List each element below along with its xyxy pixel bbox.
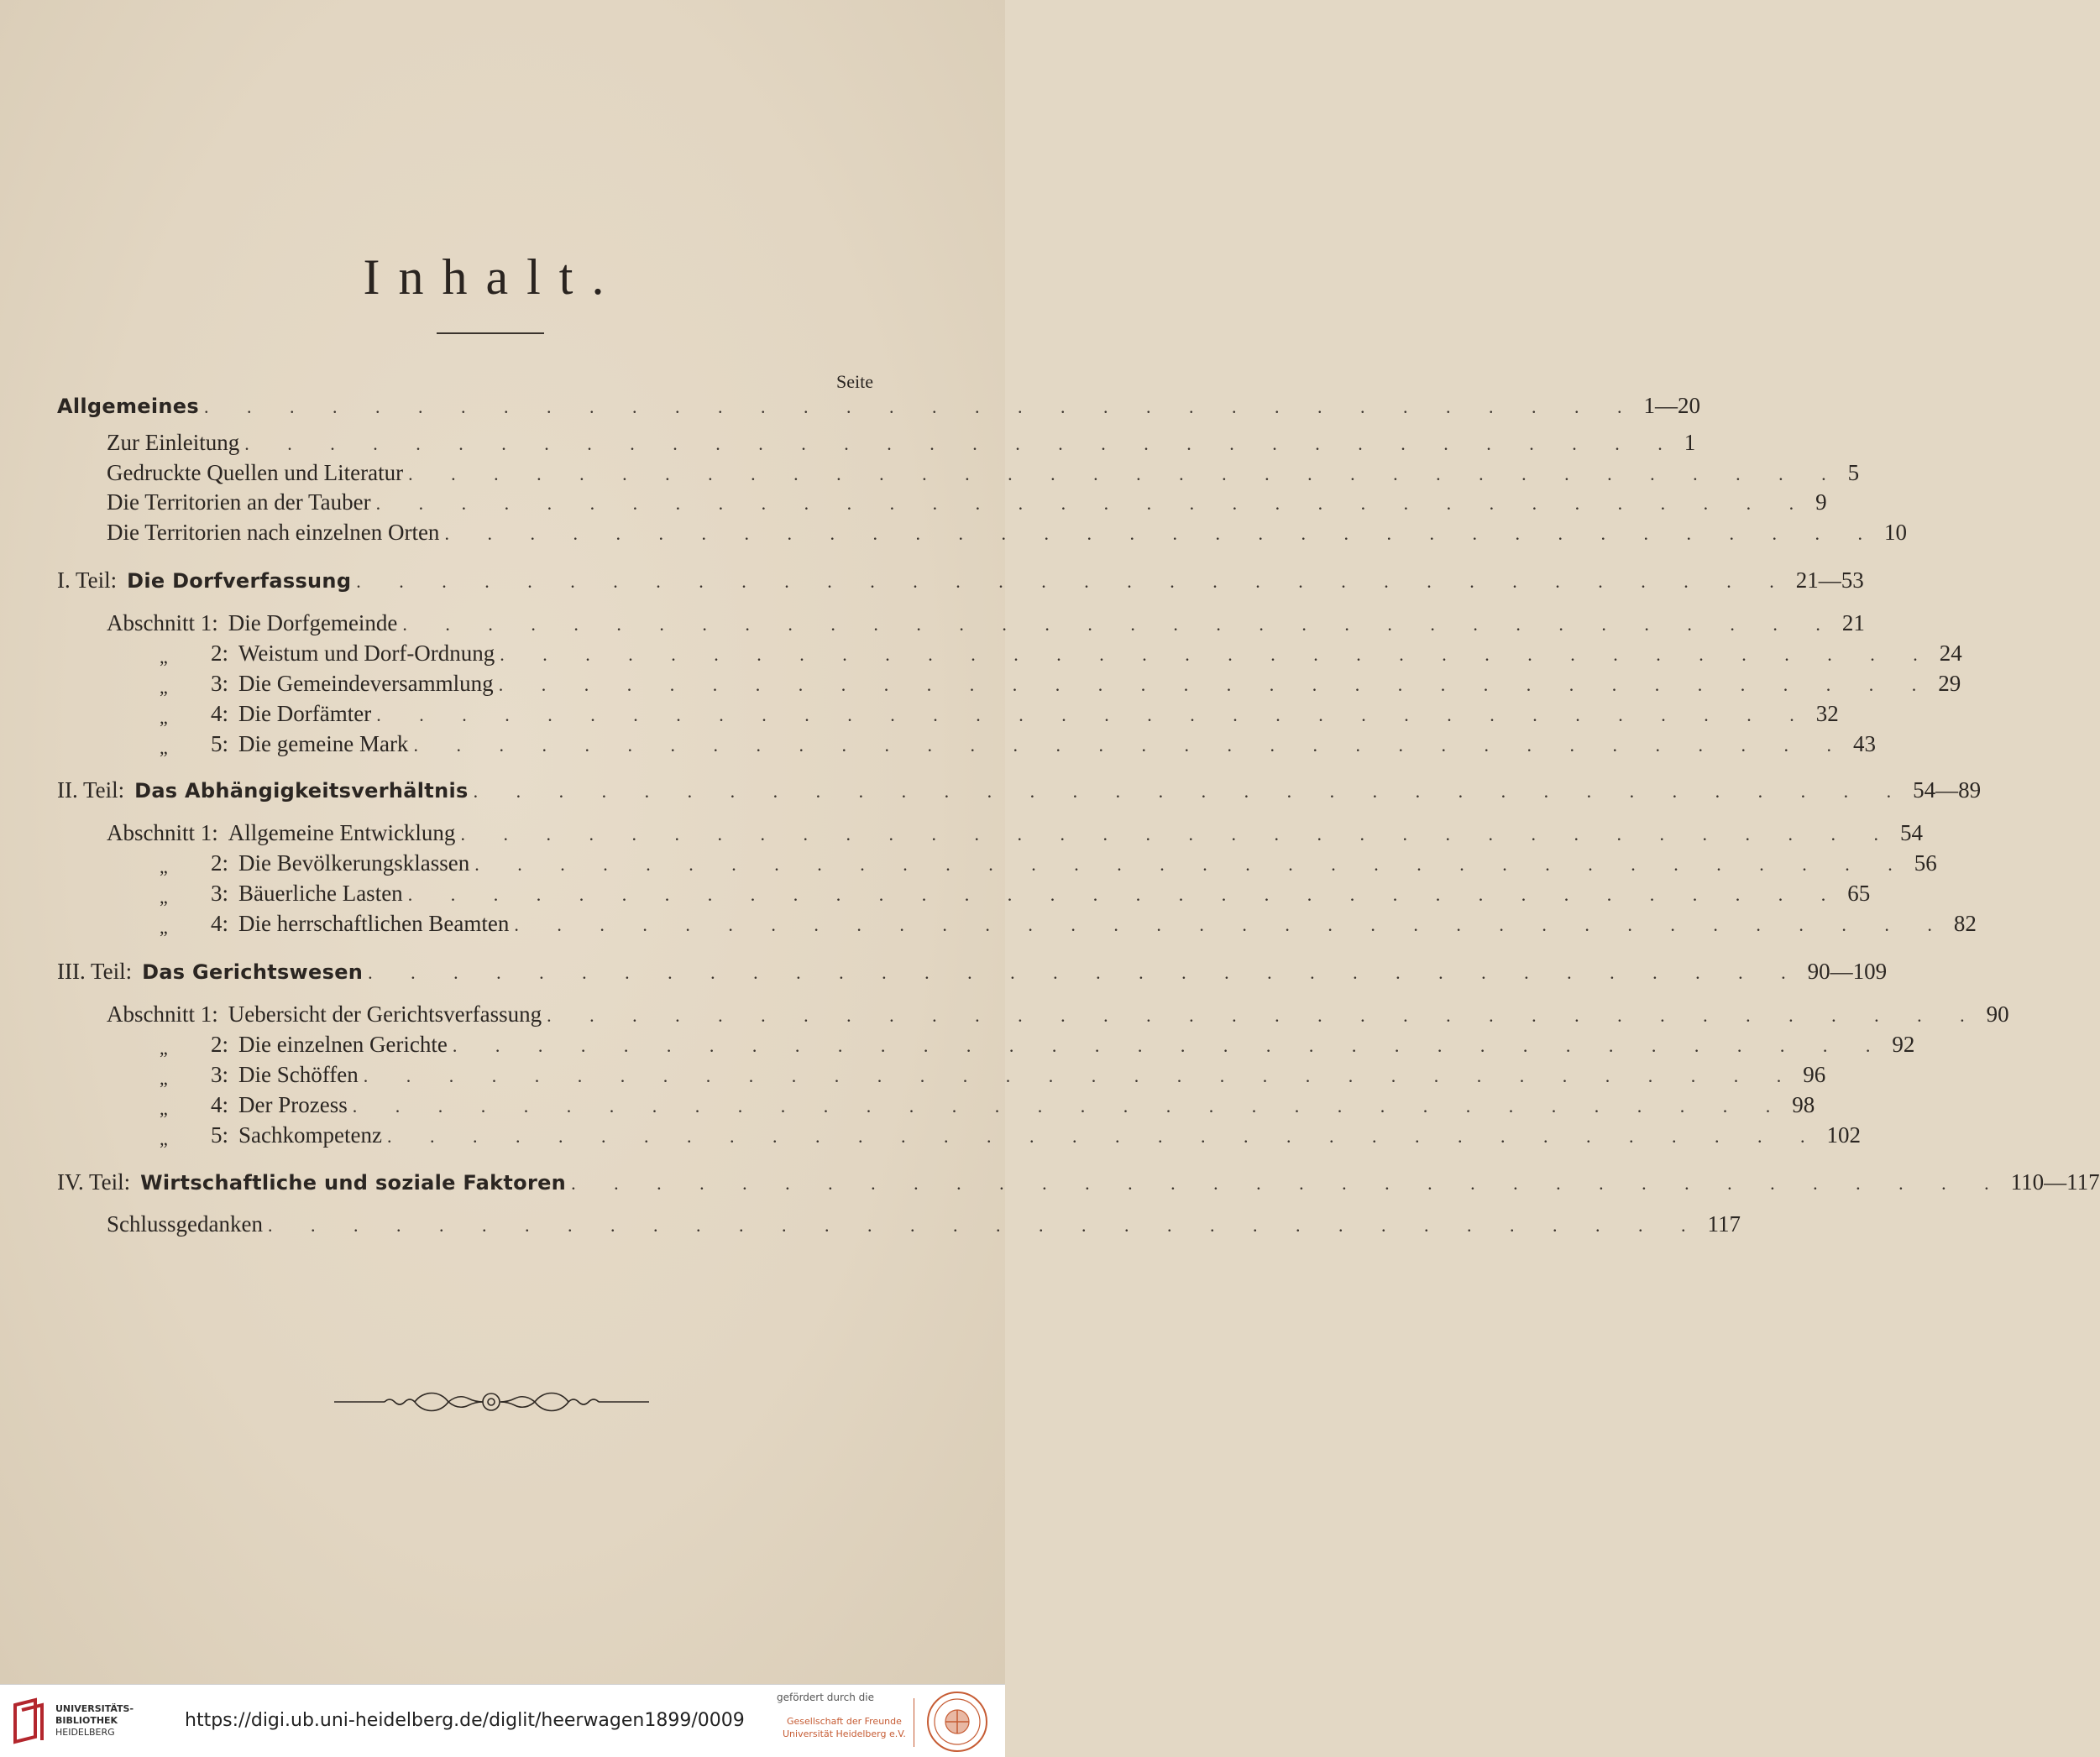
toc-entry-label: Uebersicht der Gerichtsverfassung <box>228 1001 542 1027</box>
toc-entry-page: 43 <box>1852 731 1876 756</box>
toc-entry-page: 29 <box>1938 671 1961 696</box>
section-number: 4: <box>211 911 229 936</box>
leader-dots: . . . . . . . . . . . . . . . . . . . . . . . . . . . . . . . . . . <box>452 1035 1888 1056</box>
toc-entry-label: Die Bevölkerungsklassen <box>238 850 470 876</box>
permalink-url[interactable]: https://digi.ub.uni-heidelberg.de/diglit/heerwagen1899/0009 <box>185 1710 745 1731</box>
decorative-ornament-icon <box>334 1385 649 1419</box>
toc-entry-page: 110—117 <box>2010 1169 2100 1195</box>
library-logo-icon <box>10 1698 49 1744</box>
leader-dots: . . . . . . . . . . . . . . . . . . . . . . . . . . . . . . . . . . <box>267 1215 1703 1236</box>
toc-entry <box>211 701 1839 731</box>
toc-entry <box>107 610 1865 641</box>
toc-entry <box>211 731 1876 761</box>
ditto-mark: „ <box>160 646 168 667</box>
leader-dots: . . . . . . . . . . . . . . . . . . . . . . . . . . . . . . . . . . <box>375 493 1811 514</box>
toc-entry-page: 102 <box>1826 1122 1861 1148</box>
section-number: 2: <box>211 850 229 876</box>
toc-entry <box>107 1211 1741 1242</box>
toc-entry-label: Die herrschaftlichen Beamten <box>238 911 510 936</box>
ditto-mark: „ <box>160 886 168 907</box>
toc-entry <box>107 520 1907 550</box>
leader-dots: . . . . . . . . . . . . . . . . . . . . . . . . . . . . . . . . . . <box>474 854 1909 875</box>
leader-dots: . . . . . . . . . . . . . . . . . . . . . . . . . . . . . . . . . . <box>408 463 1843 484</box>
leader-dots: . . . . . . . . . . . . . . . . . . . . . . . . . . . . . . . . . . <box>498 674 1934 695</box>
toc-entry-label: Allgemeines <box>57 395 199 418</box>
leader-dots: . . . . . . . . . . . . . . . . . . . . . . . . . . . . . . . . . . <box>352 1096 1788 1116</box>
toc-entry-page: 56 <box>1914 850 1937 876</box>
leader-dots: . . . . . . . . . . . . . . . . . . . . . . . . . . . . . . . . . . <box>402 614 1837 635</box>
toc-entry-label: Die Dorfverfassung <box>127 569 352 593</box>
leader-dots: . . . . . . . . . . . . . . . . . . . . . . . . . . . . . . . . . . <box>473 781 1909 802</box>
toc-entry-label: Die gemeine Mark <box>238 731 409 756</box>
ditto-mark: „ <box>160 856 168 877</box>
toc-entry <box>211 881 1871 911</box>
toc-entry <box>107 430 1696 460</box>
page-title: Inhalt. <box>363 249 623 305</box>
toc-entry <box>211 850 1937 881</box>
university-seal-icon <box>925 1690 989 1754</box>
toc-entry-page: 21—53 <box>1795 567 1864 593</box>
toc-entry <box>107 489 1827 520</box>
toc-entry-label: Der Prozess <box>238 1092 348 1117</box>
leader-dots: . . . . . . . . . . . . . . . . . . . . . . . . . . . . . . . . . . <box>368 962 1803 983</box>
leader-dots: . . . . . . . . . . . . . . . . . . . . . . . . . . . . . . . . . . <box>376 704 1811 725</box>
toc-entry-page: 5 <box>1847 460 1860 485</box>
toc-part <box>57 1169 2100 1200</box>
leader-dots: . . . . . . . . . . . . . . . . . . . . . . . . . . . . . . . . . . <box>386 1126 1822 1147</box>
ditto-mark: „ <box>160 917 168 938</box>
leader-dots: . . . . . . . . . . . . . . . . . . . . . . . . . . . . . . . . . . <box>363 1065 1799 1086</box>
library-name-line1: UNIVERSITÄTS- <box>55 1703 134 1714</box>
toc-part-number: II. Teil: <box>57 777 125 803</box>
toc-entry-label: Die Territorien an der Tauber <box>107 489 371 515</box>
leader-dots: . . . . . . . . . . . . . . . . . . . . . . . . . . . . . . . . . . <box>571 1173 2006 1194</box>
section-number: 3: <box>211 1062 229 1087</box>
sponsor-name <box>783 1715 906 1740</box>
toc-entry-label: Die Territorien nach einzelnen Orten <box>107 520 440 545</box>
toc-entry-label: Sachkompetenz <box>238 1122 382 1148</box>
sponsor-name-line2: Universität Heidelberg e.V. <box>783 1728 906 1739</box>
ditto-mark: „ <box>160 1038 168 1059</box>
section-number: 2: <box>211 641 229 666</box>
toc-entry-page: 10 <box>1883 520 1907 545</box>
footer-bar <box>0 1684 1005 1757</box>
leader-dots: . . . . . . . . . . . . . . . . . . . . . . . . . . . . . . . . . . <box>244 433 1679 454</box>
section-number: Abschnitt 1: <box>107 820 218 845</box>
toc-entry <box>107 460 1860 490</box>
toc-entry-label: Das Gerichtswesen <box>142 960 364 984</box>
toc-entry-page: 54 <box>1899 820 1923 845</box>
seite-column-label: Seite <box>836 371 873 392</box>
section-number: 4: <box>211 701 229 726</box>
toc-part <box>57 777 1982 808</box>
ditto-mark: „ <box>160 737 168 758</box>
toc-entry-page: 54—89 <box>1913 777 1982 803</box>
toc-entry-page: 92 <box>1892 1032 1915 1057</box>
toc-entry-label: Die einzelnen Gerichte <box>238 1032 448 1057</box>
library-name-line3: HEIDELBERG <box>55 1727 115 1738</box>
toc-entry <box>107 1001 2009 1032</box>
toc-entry-page: 98 <box>1792 1092 1815 1117</box>
section-number: 5: <box>211 1122 229 1148</box>
toc-entry <box>211 1032 1915 1062</box>
leader-dots: . . . . . . . . . . . . . . . . . . . . . . . . . . . . . . . . . . <box>413 735 1848 756</box>
ditto-mark: „ <box>160 677 168 698</box>
leader-dots: . . . . . . . . . . . . . . . . . . . . . . . . . . . . . . . . . . <box>547 1005 1982 1026</box>
toc-entry <box>107 820 1923 850</box>
leader-dots: . . . . . . . . . . . . . . . . . . . . . . . . . . . . . . . . . . <box>460 824 1895 845</box>
toc-entry-label: Die Dorfgemeinde <box>228 610 398 635</box>
leader-dots: . . . . . . . . . . . . . . . . . . . . . . . . . . . . . . . . . . <box>407 884 1843 905</box>
toc-entry-label: Die Dorfämter <box>238 701 372 726</box>
toc-entry <box>211 671 1961 701</box>
sponsor-label: gefördert durch die <box>777 1692 874 1703</box>
toc-entry-label: Wirtschaftliche und soziale Faktoren <box>140 1171 567 1195</box>
title-rule <box>437 332 544 334</box>
sponsor-name-line1: Gesellschaft der Freunde <box>786 1716 902 1727</box>
toc-entry-page: 21 <box>1841 610 1865 635</box>
toc-entry <box>211 1122 1861 1153</box>
ditto-mark: „ <box>160 707 168 728</box>
leader-dots: . . . . . . . . . . . . . . . . . . . . . . . . . . . . . . . . . . <box>444 523 1879 544</box>
library-name <box>55 1703 134 1739</box>
section-number: Abschnitt 1: <box>107 1001 218 1027</box>
ditto-mark: „ <box>160 1128 168 1149</box>
ditto-mark: „ <box>160 1068 168 1089</box>
toc-entry-page: 90 <box>1986 1001 2009 1027</box>
toc-part-number: IV. Teil: <box>57 1169 131 1195</box>
toc-entry-page: 1—20 <box>1643 393 1700 418</box>
leader-dots: . . . . . . . . . . . . . . . . . . . . . . . . . . . . . . . . . . <box>203 396 1639 417</box>
section-number: 5: <box>211 731 229 756</box>
toc-entry-page: 96 <box>1803 1062 1826 1087</box>
toc-entry-label: Zur Einleitung <box>107 430 240 455</box>
toc-entry-label: Allgemeine Entwicklung <box>228 820 456 845</box>
leader-dots: . . . . . . . . . . . . . . . . . . . . . . . . . . . . . . . . . . <box>500 644 1935 665</box>
toc-part <box>57 567 1864 598</box>
toc-entry <box>57 393 1700 423</box>
section-number: 3: <box>211 881 229 906</box>
toc-part-number: I. Teil: <box>57 567 118 593</box>
toc-entry-page: 117 <box>1707 1211 1741 1237</box>
toc-entry <box>211 911 1977 941</box>
section-number: 2: <box>211 1032 229 1057</box>
toc-entry-label: Die Schöffen <box>238 1062 359 1087</box>
ditto-mark: „ <box>160 1098 168 1119</box>
toc-entry-label: Gedruckte Quellen und Literatur <box>107 460 404 485</box>
toc-entry-label: Bäuerliche Lasten <box>238 881 403 906</box>
toc-entry-page: 9 <box>1815 489 1827 515</box>
toc-part <box>57 959 1888 989</box>
toc-entry-label: Schlussgedanken <box>107 1211 263 1237</box>
toc-entry <box>211 1092 1815 1122</box>
toc-entry <box>211 641 1962 671</box>
toc-entry-label: Weistum und Dorf-Ordnung <box>238 641 495 666</box>
toc-entry-page: 82 <box>1953 911 1977 936</box>
toc-entry-label: Das Abhängigkeitsverhältnis <box>134 779 469 803</box>
leader-dots: . . . . . . . . . . . . . . . . . . . . . . . . . . . . . . . . . . <box>514 914 1949 935</box>
toc-part-number: III. Teil: <box>57 959 133 984</box>
toc-entry-page: 90—109 <box>1807 959 1888 984</box>
toc-entry-page: 1 <box>1684 430 1696 455</box>
toc-entry-label: Die Gemeindeversammlung <box>238 671 494 696</box>
toc-entry-page: 65 <box>1847 881 1871 906</box>
section-number: 3: <box>211 671 229 696</box>
toc-entry <box>211 1062 1826 1092</box>
section-number: Abschnitt 1: <box>107 610 218 635</box>
section-number: 4: <box>211 1092 229 1117</box>
toc-entry-page: 32 <box>1815 701 1839 726</box>
leader-dots: . . . . . . . . . . . . . . . . . . . . . . . . . . . . . . . . . . <box>356 571 1791 592</box>
toc-entry-page: 24 <box>1939 641 1962 666</box>
library-name-line2: BIBLIOTHEK <box>55 1715 118 1726</box>
